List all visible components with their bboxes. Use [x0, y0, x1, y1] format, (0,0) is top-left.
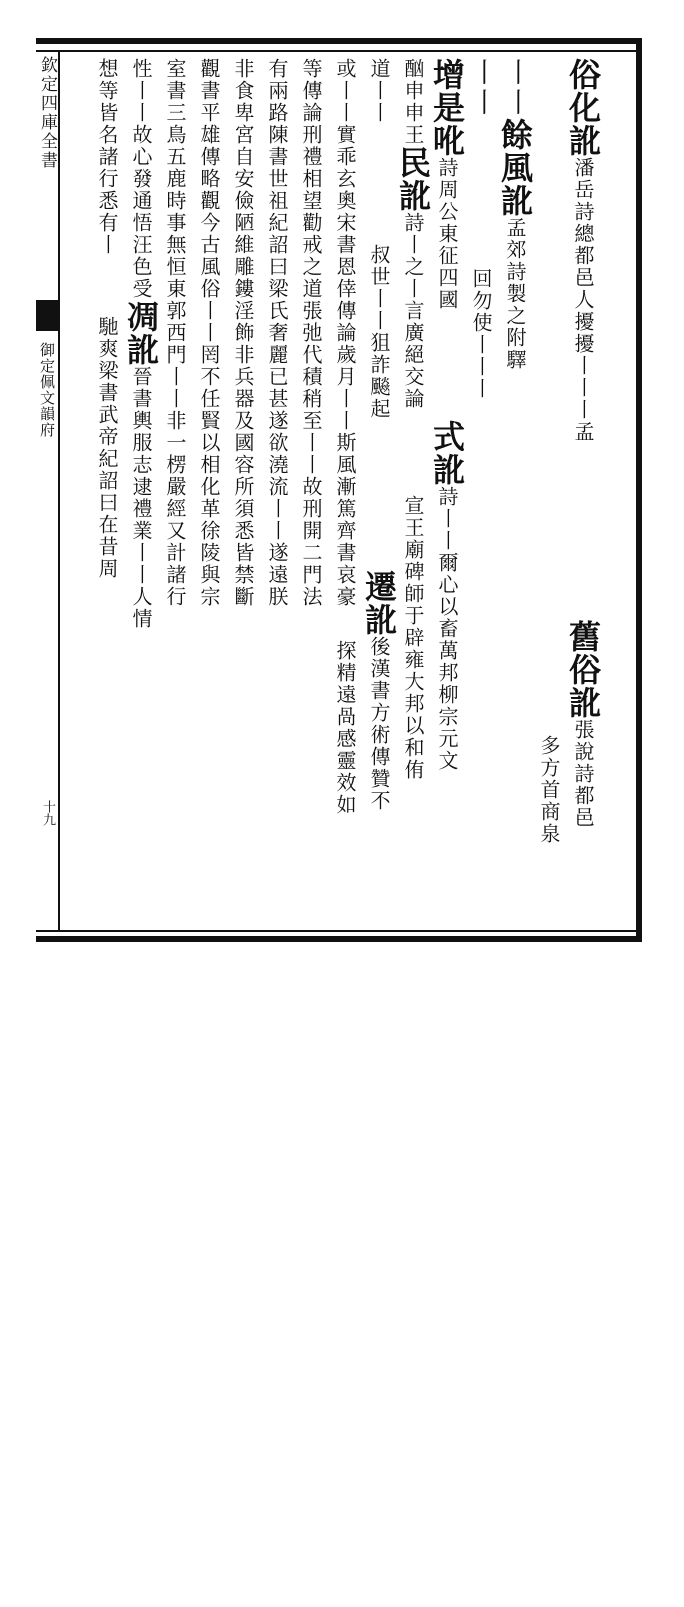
headword-e: 訛 — [564, 686, 602, 719]
sub-entry-qian — [362, 570, 396, 1442]
column-text: 叔世丨丨狙詐飈起 — [367, 244, 391, 420]
fish-tail-mark — [36, 300, 58, 330]
repeat-marks: 丨丨 — [466, 58, 497, 118]
headword-e: 訛 — [564, 124, 602, 157]
text-column-15 — [90, 58, 124, 930]
column-text: 室書三鳥五鹿時事無恒東郭西門丨丨非一楞嚴經又計諸行 — [163, 58, 187, 608]
headword: 俗化 — [564, 58, 602, 124]
headword-e: 訛 — [428, 453, 466, 486]
headword-e: 訛 — [394, 179, 432, 212]
frame-top-rule — [36, 50, 642, 52]
column-text-head: 性丨丨故心發通悟汪色受 — [129, 58, 153, 300]
text-column-11 — [226, 58, 260, 930]
sub-entry-shi — [430, 420, 464, 1292]
column-text: 後漢書方術傳贊不 — [367, 636, 391, 812]
fish-tail-rule — [36, 328, 58, 341]
text-column-8 — [328, 58, 362, 638]
column-text: 等傳論刑禮相望勸戒之道張弛代積稍至丨丨故刑開二門法 — [299, 58, 323, 608]
headword: 是吪 — [428, 91, 466, 157]
sub-entry-qian-cont — [328, 640, 362, 1512]
headword-e: 訛 — [496, 184, 534, 217]
column-text: 詩周公東征四國 — [435, 157, 459, 311]
text-column-13 — [158, 58, 192, 930]
headword-e: 訛 — [122, 333, 160, 366]
column-text: 晉書輿服志逮禮業丨丨人情 — [129, 366, 153, 630]
column-text: 非食卑宮自安儉陋維雕鏤淫飾非兵器及國容所須悉皆禁斷 — [231, 58, 255, 608]
headword: 式 — [428, 420, 466, 453]
column-text: 有兩路陳書世祖紀詔曰梁氏奢麗已甚遂欲澆流丨丨遂遠朕 — [265, 58, 289, 608]
column-text-head: 道丨丨 — [367, 58, 391, 124]
headword-add: 增 — [428, 58, 466, 91]
column-text: 觀書平雄傳略觀今古風俗丨丨罔不任賢以相化革徐陵與宗 — [197, 58, 221, 608]
sub-entry-jiu-su-cont — [532, 735, 566, 1607]
column-text: 或丨丨實乖玄奧宋書恩倖傳論歲月丨丨斯風漸篤齊書哀豪 — [333, 58, 357, 608]
column-text: 孟郊詩製之附驛 — [503, 217, 527, 371]
margin-book-title: 御定佩文韻府 — [38, 342, 56, 438]
column-text: 詩丨丨爾心以畜萬邦柳宗元文 — [435, 486, 459, 772]
text-column-4 — [464, 58, 498, 930]
sub-entry-jiu-su — [566, 620, 600, 1492]
headword: 舊俗 — [564, 620, 602, 686]
column-text-head: 想等皆名諸行悉有丨 — [95, 58, 119, 256]
text-column-9 — [294, 58, 328, 930]
column-text: 回勿使丨丨丨 — [469, 268, 493, 400]
headword: 遷 — [360, 570, 398, 603]
text-column-10 — [260, 58, 294, 930]
text-column-6 — [396, 58, 430, 930]
margin-strip — [36, 52, 60, 930]
margin-header: 欽定四庫全書 — [37, 56, 57, 170]
column-text: 張說詩都邑 — [571, 719, 595, 829]
repeat-marks: 丨丨 — [500, 58, 531, 118]
column-text: 多方首商泉 — [537, 735, 561, 845]
headword: 餘風 — [496, 118, 534, 184]
column-text: 探精遠咼感靈效如 — [333, 640, 357, 816]
column-text: 馳爽梁書武帝紀詔曰在昔周 — [95, 316, 119, 580]
text-column-12 — [192, 58, 226, 930]
headword: 民 — [394, 146, 432, 179]
text-column-14 — [124, 58, 158, 930]
column-text-head: 酗申申王 — [401, 58, 425, 146]
headword: 凋 — [122, 300, 160, 333]
column-text: 詩丨之丨言廣絕交論 — [401, 212, 425, 410]
column-text: 潘岳詩總都邑人擾擾丨丨丨孟 — [571, 157, 595, 443]
text-column-3 — [498, 58, 532, 930]
page-number: 十九 — [40, 800, 55, 826]
column-text: 宣王廟碑師于辟雍大邦以和侑 — [401, 495, 425, 781]
headword-e: 訛 — [360, 603, 398, 636]
